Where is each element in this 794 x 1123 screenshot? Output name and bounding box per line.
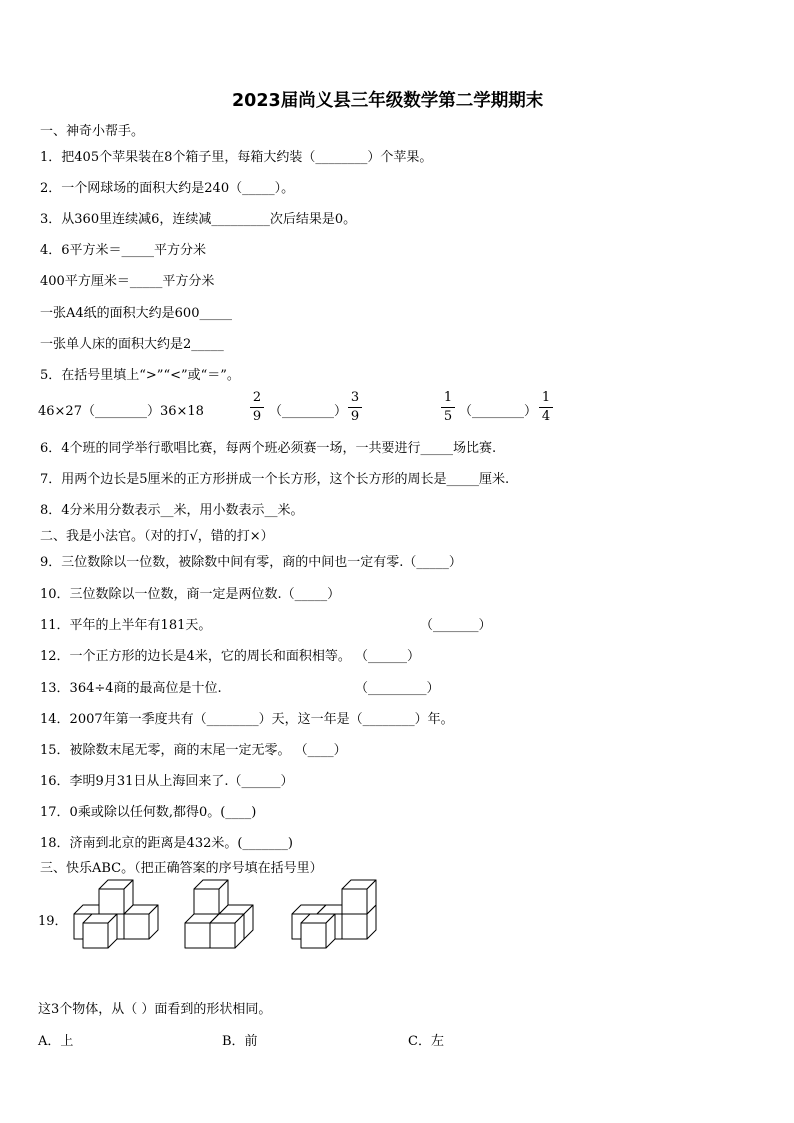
fraction-numerator: 1 <box>541 390 551 405</box>
question-4d: 一张单人床的面积大约是2_____ <box>40 337 224 352</box>
cube-figure-1 <box>62 878 162 958</box>
question-4c: 一张A4纸的面积大约是600_____ <box>40 306 232 321</box>
fraction-denominator: 5 <box>443 409 453 424</box>
question-5: 5．在括号里填上“>”“<”或“＝”。 <box>40 368 240 383</box>
fraction-1-5 <box>441 390 455 425</box>
question-9: 9．三位数除以一位数，被除数中间有零，商的中间也一定有零.（_____） <box>40 555 462 570</box>
option-c: C．左 <box>408 1034 444 1049</box>
answer-blank: （_________） <box>355 681 440 696</box>
fraction-numerator: 1 <box>443 390 453 405</box>
cube-figure-2 <box>182 878 262 958</box>
answer-blank: （_______） <box>420 618 492 633</box>
question-15: 15．被除数末尾无零，商的末尾一定无零。 （____） <box>40 743 347 758</box>
cube <box>99 880 133 914</box>
cube <box>194 880 228 914</box>
question-13: 13．364÷4商的最高位是十位. <box>40 681 222 696</box>
question-17: 17．0乘或除以任何数,都得0。(____) <box>40 805 257 820</box>
fraction-1-4 <box>539 390 553 425</box>
cube <box>210 914 244 948</box>
section-heading-3: 三、快乐ABC。（把正确答案的序号填在括号里） <box>40 861 323 876</box>
question-1: 1．把405个苹果装在8个箱子里，每箱大约装（________）个苹果。 <box>40 150 433 165</box>
page-title: 2023届尚义县三年级数学第二学期期末 <box>232 91 544 111</box>
fraction-numerator: 3 <box>350 390 360 405</box>
question-4b: 400平方厘米＝_____平方分米 <box>40 274 215 289</box>
question-11: 11．平年的上半年有181天。 <box>40 618 212 633</box>
question-18: 18．济南到北京的距离是432米。(_______) <box>40 836 293 851</box>
question-12: 12．一个正方形的边长是4米，它的周长和面积相等。 （______） <box>40 649 420 664</box>
option-b: B．前 <box>222 1034 258 1049</box>
option-a: A．上 <box>38 1034 74 1049</box>
cube <box>124 905 158 939</box>
cube-figure-3 <box>280 878 380 958</box>
question-16: 16．李明9月31日从上海回来了.（______） <box>40 774 294 789</box>
question-2: 2．一个网球场的面积大约是240（_____）。 <box>40 181 295 196</box>
question-3: 3．从360里连续减6，连续减_________次后结果是0。 <box>40 212 357 227</box>
question-19-text: 这3个物体，从（ ）面看到的形状相同。 <box>38 1002 272 1017</box>
fraction-numerator: 2 <box>252 390 262 405</box>
fraction-denominator: 9 <box>350 409 360 424</box>
fraction-denominator: 4 <box>541 409 551 424</box>
section-heading-2: 二、我是小法官。（对的打√，错的打×） <box>40 529 274 544</box>
answer-blank: （________） <box>269 404 348 419</box>
section-heading-1: 一、神奇小帮手。 <box>40 124 145 139</box>
question-6: 6．4个班的同学举行歌唱比赛，每两个班必须赛一场，一共要进行_____场比赛. <box>40 441 497 456</box>
fraction-denominator: 9 <box>252 409 262 424</box>
cube <box>301 914 335 948</box>
fraction-3-9 <box>348 390 362 425</box>
cube <box>83 914 117 948</box>
question-4a: 4．6平方米＝_____平方分米 <box>40 243 207 258</box>
question-19-number: 19． <box>38 914 68 929</box>
question-8: 8．4分米用分数表示__米，用小数表示__米。 <box>40 503 304 518</box>
question-5a: 46×27（________）36×18 <box>38 404 204 419</box>
answer-blank: （________） <box>459 404 538 419</box>
question-7: 7．用两个边长是5厘米的正方形拼成一个长方形，这个长方形的周长是_____厘米. <box>40 472 510 487</box>
cube <box>342 880 376 914</box>
question-14: 14．2007年第一季度共有（________）天，这一年是（________）年。 <box>40 712 454 727</box>
fraction-2-9 <box>250 390 264 425</box>
question-10: 10．三位数除以一位数，商一定是两位数.（_____） <box>40 587 341 602</box>
